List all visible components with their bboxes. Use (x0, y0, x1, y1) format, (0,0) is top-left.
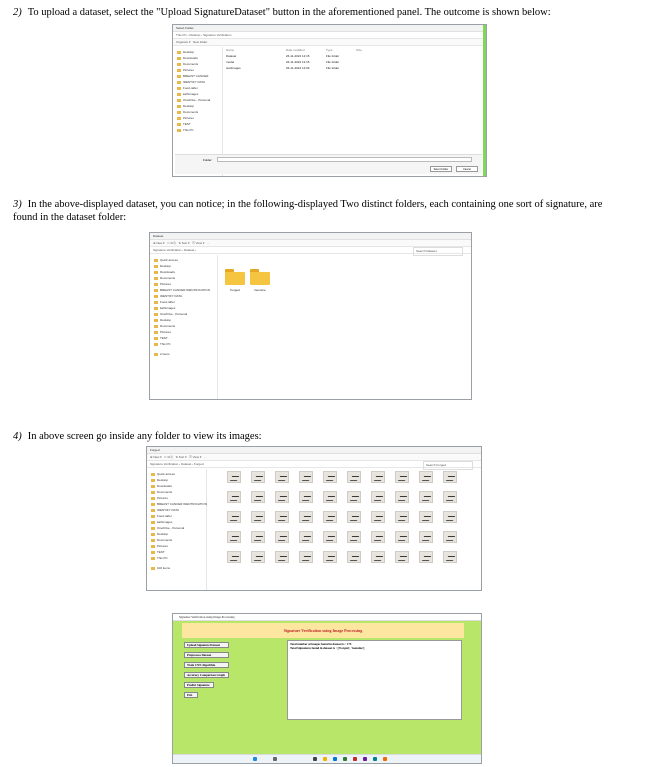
folder-body (250, 272, 270, 285)
signature-thumbnail[interactable] (347, 551, 361, 563)
folder-name: testImages (226, 66, 241, 70)
signature-thumbnail[interactable] (443, 471, 457, 483)
nav-item[interactable]: OneDrive - Personal (173, 97, 222, 103)
search-box[interactable]: Search Dataset (413, 247, 463, 256)
signature-thumbnail[interactable] (251, 551, 265, 563)
folder-date: 26-11-2022 12:15 (286, 60, 310, 64)
nav-item[interactable]: TEST (147, 549, 206, 555)
address-bar[interactable] (150, 247, 471, 254)
address-bar[interactable]: This PC › Desktop › Signature Verification (173, 32, 486, 39)
nav-item[interactable]: Pictures (150, 329, 217, 335)
nav-item[interactable]: OneDrive - Personal (147, 525, 206, 531)
signature-thumbnail[interactable] (419, 491, 433, 503)
nav-item[interactable]: Desktop (147, 531, 206, 537)
signature-thumbnail[interactable] (227, 551, 241, 563)
folder-forged[interactable] (225, 269, 245, 292)
signature-thumbnail[interactable] (323, 511, 337, 523)
nav-item[interactable]: Documents (150, 275, 217, 281)
signature-thumbnail[interactable] (395, 531, 409, 543)
folder-name: model (226, 60, 235, 64)
folder-type: File folder (326, 66, 340, 70)
nav-item[interactable]: BREAST CANCER IDENTIFICATION (147, 501, 206, 507)
folder-label: Genuine (254, 288, 266, 292)
folder-date: 26-11-2022 12:15 (286, 54, 310, 58)
file-row[interactable] (226, 65, 484, 71)
output-line: Total Signatures found in dataset is : ['Forged', 'Genuine'] (290, 646, 365, 650)
step-number: 4) (13, 431, 22, 442)
preprocess-dataset-button[interactable]: Preprocess Dataset (184, 652, 229, 658)
signature-thumbnail[interactable] (275, 551, 289, 563)
address-path: Signature Verification › Dataset › Forged (150, 462, 204, 466)
signature-thumbnail[interactable] (443, 491, 457, 503)
address-path: Signature Verification › Dataset › (153, 248, 197, 252)
nav-item[interactable]: Desktop (150, 263, 217, 269)
explorer-toolbar: ⊕ New ▾ ✂ ⧉ ⎘ ⇅ Sort ▾ ☰ View ▾ ··· (147, 454, 481, 461)
search-box[interactable]: Search Forged (423, 461, 473, 470)
signature-thumbnail[interactable] (443, 531, 457, 543)
output-textarea[interactable] (287, 640, 462, 720)
col-date[interactable]: Date modified (286, 48, 305, 52)
output-line: Total number of images found in dataset is : 175 (290, 642, 352, 646)
signature-thumbnail[interactable] (443, 551, 457, 563)
app-header: Signature Verification using Image Processing (182, 623, 464, 638)
signature-thumbnail[interactable] (419, 531, 433, 543)
folder-label: Forged (230, 288, 240, 292)
signature-thumbnail[interactable] (323, 491, 337, 503)
signature-thumbnail[interactable] (371, 491, 385, 503)
signature-thumbnail[interactable] (299, 551, 313, 563)
signature-thumbnail[interactable] (419, 511, 433, 523)
select-folder-dialog-screenshot (172, 24, 487, 177)
folder-body (225, 272, 245, 285)
signature-thumbnail[interactable] (275, 471, 289, 483)
signature-thumbnail[interactable] (347, 491, 361, 503)
folder-type: File folder (326, 54, 340, 58)
accuracy-graph-button[interactable]: Accuracy Comparison Graph (184, 672, 229, 678)
step-2-paragraph (13, 6, 628, 19)
nav-item[interactable]: Downloads (147, 483, 206, 489)
step-number: 2) (13, 7, 22, 18)
window-title: Forged (147, 447, 481, 454)
status-bar: 100 items (147, 561, 206, 571)
dialog-title: Select Folder (173, 25, 486, 32)
signature-thumbnail[interactable] (347, 471, 361, 483)
cancel-button[interactable]: Cancel (456, 166, 478, 172)
step-number: 3) (13, 199, 22, 210)
explorer-toolbar: ⊕ New ▾ ✂ ⧉ ⎘ ⇅ Sort ▾ ☰ View ▾ ··· (150, 240, 471, 247)
nav-item[interactable]: IDENTIFY DATA (147, 507, 206, 513)
nav-item[interactable]: BREAST CANCER IDENTIFICATION (150, 287, 217, 293)
step-text: To upload a dataset, select the "Upload SignatureDataset" button in the aforementioned panel. The outcome is shown below: (27, 7, 551, 18)
nav-item[interactable]: This PC (173, 127, 222, 133)
signature-thumbnail[interactable] (251, 491, 265, 503)
nav-item[interactable]: This PC (147, 555, 206, 561)
signature-thumbnail[interactable] (371, 511, 385, 523)
signature-thumbnail[interactable] (275, 491, 289, 503)
windows-taskbar (173, 754, 481, 763)
start-icon[interactable] (253, 757, 257, 761)
signature-thumbnail[interactable] (227, 471, 241, 483)
signature-thumbnail[interactable] (419, 551, 433, 563)
app-icon[interactable] (343, 757, 347, 761)
signature-thumbnail[interactable] (395, 511, 409, 523)
nav-item[interactable]: BREAST CANCER (173, 73, 222, 79)
dialog-toolbar: Organize ▾ New folder (173, 39, 486, 46)
folder-label: Folder: (203, 158, 213, 162)
nav-item[interactable]: kathimages (173, 91, 222, 97)
nav-item[interactable]: Documents (150, 323, 217, 329)
nav-item[interactable]: Quick access (150, 257, 217, 263)
window-title: Dataset (150, 233, 471, 240)
signature-thumbnail[interactable] (299, 531, 313, 543)
step-text: In above screen go inside any folder to view its images: (27, 431, 262, 442)
search-icon[interactable] (273, 757, 277, 761)
signature-thumbnail[interactable] (371, 551, 385, 563)
nav-item[interactable]: Documents (147, 489, 206, 495)
signature-thumbnail[interactable] (251, 471, 265, 483)
signature-thumbnail[interactable] (323, 531, 337, 543)
signature-thumbnail[interactable] (395, 491, 409, 503)
signature-thumbnail[interactable] (395, 471, 409, 483)
col-size[interactable]: Size (356, 48, 362, 52)
nav-item[interactable]: Documents (147, 537, 206, 543)
signature-thumbnail[interactable] (299, 491, 313, 503)
signature-thumbnail[interactable] (275, 531, 289, 543)
signature-thumbnail[interactable] (227, 531, 241, 543)
signature-thumbnail[interactable] (443, 511, 457, 523)
signature-thumbnail[interactable] (299, 511, 313, 523)
signature-thumbnail[interactable] (347, 531, 361, 543)
col-type[interactable]: Type (326, 48, 333, 52)
nav-item[interactable]: Pictures (173, 115, 222, 121)
step-3-paragraph (13, 198, 628, 224)
nav-item[interactable]: Desktop (147, 477, 206, 483)
nav-item[interactable]: Pictures (147, 543, 206, 549)
step-4-paragraph (13, 430, 628, 443)
nav-item[interactable]: Food-rafter (150, 299, 217, 305)
nav-item[interactable]: Downloads (173, 55, 222, 61)
nav-item[interactable]: Pictures (150, 281, 217, 287)
col-name[interactable]: Name (226, 48, 235, 52)
thumbnail-grid (227, 471, 477, 588)
signature-thumbnail[interactable] (275, 511, 289, 523)
folder-date: 26-11-2022 12:09 (286, 66, 310, 70)
signature-thumbnail[interactable] (419, 471, 433, 483)
signature-thumbnail[interactable] (251, 531, 265, 543)
step-text: In the above-displayed dataset, you can notice; in the following-displayed Two distinct folders, each containing one sort of signature, are found in the dataset folder: (13, 199, 603, 223)
app-icon[interactable] (383, 757, 387, 761)
app-icon[interactable] (373, 757, 377, 761)
nav-item[interactable]: Documents (173, 109, 222, 115)
signature-thumbnail[interactable] (251, 511, 265, 523)
signature-thumbnail[interactable] (347, 511, 361, 523)
app-icon[interactable] (363, 757, 367, 761)
nav-item[interactable]: IDENTIFY DATA (150, 293, 217, 299)
nav-item[interactable]: Desktop (173, 49, 222, 55)
folder-input[interactable] (217, 157, 472, 162)
predict-signature-button[interactable]: Predict Signature (184, 682, 214, 688)
signature-thumbnail[interactable] (371, 531, 385, 543)
select-folder-button[interactable]: Select Folder (430, 166, 452, 172)
upload-dataset-button[interactable]: Upload Signature Dataset (184, 642, 229, 648)
nav-item[interactable]: TEST (173, 121, 222, 127)
signature-app-screenshot (172, 613, 482, 764)
nav-item[interactable]: kathimages (147, 519, 206, 525)
file-explorer-icon[interactable] (323, 757, 327, 761)
nav-item[interactable]: Pictures (173, 67, 222, 73)
app-icon[interactable] (353, 757, 357, 761)
nav-item[interactable]: Quick access (147, 471, 206, 477)
nav-item[interactable]: Pictures (147, 495, 206, 501)
status-bar: 2 items (150, 347, 217, 357)
folder-name: Dataset (226, 54, 237, 58)
address-bar[interactable] (147, 461, 481, 468)
nav-item[interactable]: IDENTIFY DATA (173, 79, 222, 85)
signature-thumbnail[interactable] (227, 511, 241, 523)
nav-item[interactable]: Downloads (150, 269, 217, 275)
app-window-title: Signature Verification using Image Processing (173, 614, 481, 621)
nav-item[interactable]: Desktop (173, 103, 222, 109)
nav-item[interactable]: This PC (150, 341, 217, 347)
signature-thumbnail[interactable] (395, 551, 409, 563)
explorer-nav-pane (150, 255, 218, 399)
signature-thumbnail[interactable] (299, 471, 313, 483)
nav-item[interactable]: OneDrive - Personal (150, 311, 217, 317)
signature-thumbnail[interactable] (371, 471, 385, 483)
nav-item[interactable]: Documents (173, 61, 222, 67)
taskview-icon[interactable] (313, 757, 317, 761)
nav-item[interactable]: TEST (150, 335, 217, 341)
train-cnn-button[interactable]: Train CNN Algorithm (184, 662, 229, 668)
folder-genuine[interactable] (250, 269, 270, 292)
nav-item[interactable]: Food-rafter (173, 85, 222, 91)
nav-item[interactable]: kathimages (150, 305, 217, 311)
explorer-nav-pane (147, 469, 207, 590)
signature-thumbnail[interactable] (323, 551, 337, 563)
nav-item[interactable]: Desktop (150, 317, 217, 323)
forged-folder-screenshot (146, 446, 482, 591)
folder-type: File folder (326, 60, 340, 64)
dialog-footer (175, 154, 482, 174)
dataset-folder-screenshot (149, 232, 472, 400)
signature-thumbnail[interactable] (323, 471, 337, 483)
nav-item[interactable]: Food-rafter (147, 513, 206, 519)
edge-icon[interactable] (333, 757, 337, 761)
signature-thumbnail[interactable] (227, 491, 241, 503)
exit-button[interactable]: Exit (184, 692, 198, 698)
